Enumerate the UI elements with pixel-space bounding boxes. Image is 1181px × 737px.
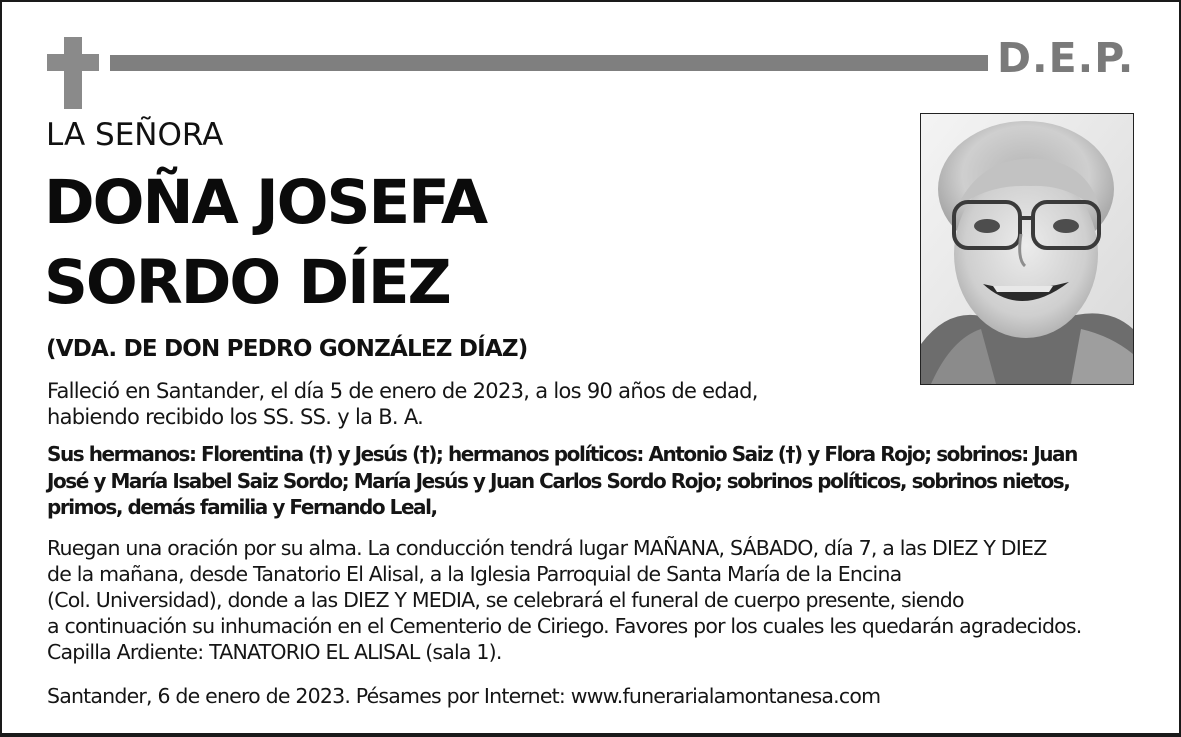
dep-mark: D.E.P. [997, 34, 1135, 82]
ceremony-line: (Col. Universidad), donde a las DIEZ Y MEDIA, se celebrará el funeral de cuerpo presente, siendo [47, 588, 964, 612]
deceased-name-line1: DOÑA JOSEFA [44, 167, 487, 238]
death-notice [47, 378, 758, 430]
portrait-image [921, 114, 1133, 384]
footer-line [47, 683, 880, 709]
deceased-name-line2: SORDO DÍEZ [44, 247, 450, 318]
ceremony-line: Capilla Ardiente: TANATORIO EL ALISAL (sala 1). [47, 640, 502, 664]
ceremony-line: de la mañana, desde Tanatorio El Alisal, a la Iglesia Parroquial de Santa María de la Encina [47, 562, 902, 586]
widow-of: (VDA. DE DON PEDRO GONZÁLEZ DÍAZ) [46, 336, 528, 362]
footer-text: Santander, 6 de enero de 2023. Pésames por Internet: www.funerarialamontanesa.com [47, 684, 881, 708]
header-rule [110, 55, 988, 71]
cross-icon [47, 37, 99, 109]
death-notice-line: habiendo recibido los SS. SS. y la B. A. [47, 405, 424, 429]
family-line: primos, demás familia y Fernando Leal, [47, 495, 437, 519]
portrait-photo [920, 113, 1134, 385]
family-line: Sus hermanos: Florentina (†) y Jesús (†); hermanos políticos: Antonio Saiz (†) y Flora Rojo; sobrinos: Juan [47, 442, 1077, 466]
death-notice-line: Falleció en Santander, el día 5 de enero de 2023, a los 90 años de edad, [47, 379, 758, 403]
honorific: LA SEÑORA [46, 117, 224, 153]
ceremony-line: Ruegan una oración por su alma. La conducción tendrá lugar MAÑANA, SÁBADO, día 7, a las DIEZ Y DIEZ [47, 536, 1047, 560]
family-line: José y María Isabel Saiz Sordo; María Jesús y Juan Carlos Sordo Rojo; sobrinos políticos, sobrinos nietos, [47, 468, 1070, 493]
ceremony-line: a continuación su inhumación en el Cementerio de Ciriego. Favores por los cuales les quedarán agradecidos. [47, 614, 1082, 638]
family-list [47, 441, 1077, 521]
ceremony-details [47, 535, 1082, 665]
